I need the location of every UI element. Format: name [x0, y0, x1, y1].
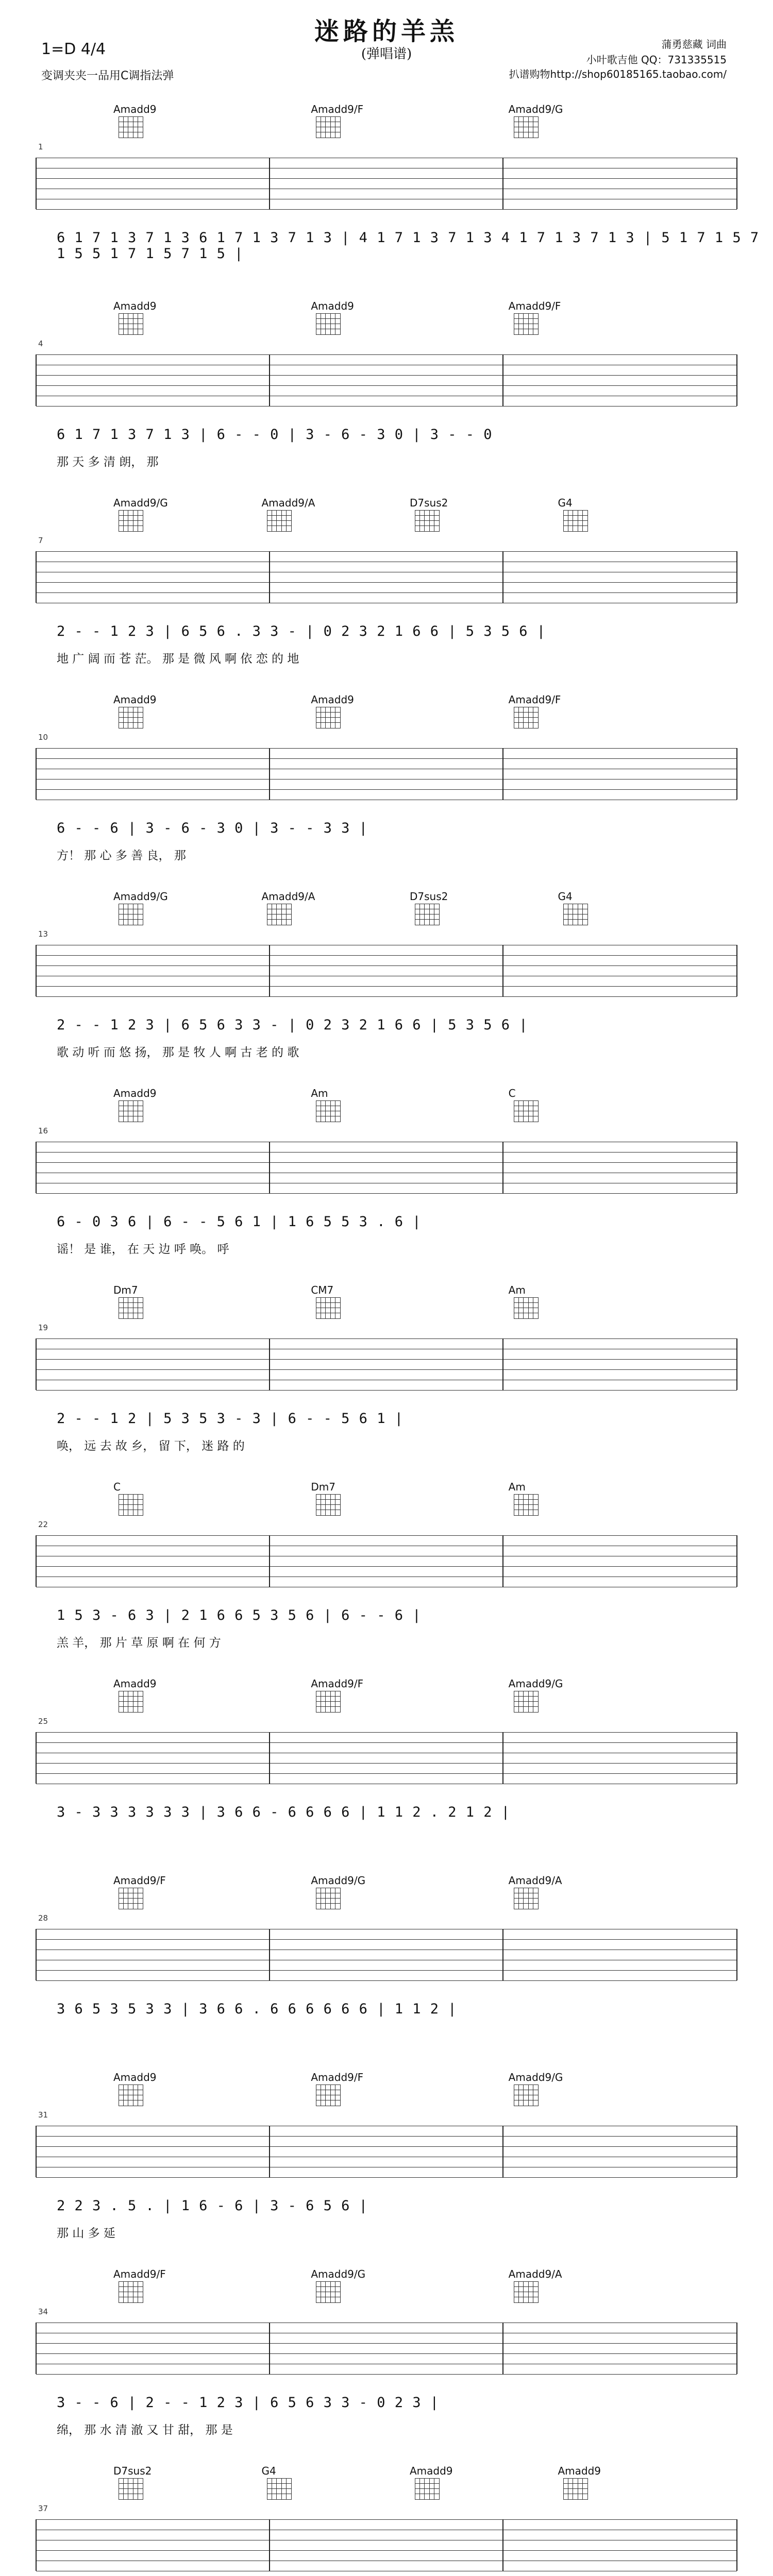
chord-diagram — [267, 510, 292, 532]
barline — [36, 2323, 37, 2374]
tab-staff — [36, 748, 737, 805]
tab-staff — [36, 354, 737, 411]
score-system — [0, 2071, 773, 2268]
chord-name: Am — [508, 1284, 526, 1296]
chord-name: Amadd9 — [113, 693, 157, 706]
barline — [502, 158, 503, 209]
song-title: 迷路的羊羔 — [314, 17, 459, 46]
string-line — [36, 2374, 737, 2375]
chord-name: Amadd9/F — [311, 103, 364, 115]
chord-diagram — [415, 510, 440, 532]
chord-diagram — [119, 2281, 143, 2303]
jianpu-notes: 6 - - 6 | 3 - 6 - 3 0 | 3 - - 3 3 | — [57, 820, 368, 836]
barline — [36, 1929, 37, 1980]
barline — [36, 1535, 37, 1587]
jianpu-notes: 3 6 5 3 5 3 3 | 3 6 6 . 6 6 6 6 6 6 | 1 1 2 | — [57, 2001, 457, 2017]
barline — [269, 1338, 270, 1390]
measure-number: 31 — [38, 2110, 48, 2120]
barline — [36, 1338, 37, 1390]
measure-number: 4 — [38, 339, 43, 348]
chord-diagram — [514, 313, 539, 335]
chord-diagram — [563, 2478, 588, 2500]
string-line — [36, 209, 737, 210]
chord-diagram — [119, 904, 143, 925]
string-line — [36, 1773, 737, 1774]
string-line — [36, 965, 737, 966]
string-line — [36, 1742, 737, 1743]
string-line — [36, 748, 737, 749]
barline — [269, 2126, 270, 2177]
credit-arranger: 小叶歌吉他 QQ：731335515 — [586, 54, 727, 66]
barline — [736, 158, 737, 209]
chord-name: Amadd9/A — [261, 497, 315, 509]
tab-staff — [36, 1142, 737, 1198]
chord-diagram — [415, 904, 440, 925]
barline — [36, 748, 37, 800]
chord-name: Amadd9 — [113, 103, 157, 115]
barline — [502, 354, 503, 406]
barline — [736, 1732, 737, 1784]
tab-staff — [36, 945, 737, 1002]
chord-name: Amadd9/A — [508, 2268, 562, 2280]
barline — [502, 1338, 503, 1390]
barline — [736, 1929, 737, 1980]
barline — [36, 2519, 37, 2571]
barline — [736, 1535, 737, 1587]
jianpu-notes: 3 - - 6 | 2 - - 1 2 3 | 6 5 6 3 3 - 0 2 3 | — [57, 2395, 439, 2411]
chord-name: Dm7 — [113, 1284, 138, 1296]
chord-diagram — [119, 707, 143, 728]
string-line — [36, 2177, 737, 2178]
jianpu-notes: 2 2 3 . 5 . | 1 6 - 6 | 3 - 6 5 6 | — [57, 2198, 368, 2214]
chord-name: Amadd9/F — [508, 300, 561, 312]
tab-staff — [36, 1535, 737, 1592]
capo-note: 变调夹夹一品用C调指法弹 — [41, 70, 174, 82]
chord-name: Amadd9/G — [311, 2268, 366, 2280]
chord-name: D7sus2 — [410, 497, 448, 509]
string-line — [36, 1980, 737, 1981]
chord-name: Amadd9/G — [508, 103, 563, 115]
jianpu-notes: 6 1 7 1 3 7 1 3 6 1 7 1 3 7 1 3 | 4 1 7 1 3 7 1 3 4 1 7 1 3 7 1 3 | 5 1 7 1 5 7 1 5 5 1 7 1 5 7 1 5 | — [57, 230, 760, 262]
chord-diagram — [514, 2084, 539, 2106]
chord-name: Amadd9/A — [508, 1874, 562, 1887]
chord-name: D7sus2 — [113, 2465, 152, 2477]
string-line — [36, 551, 737, 552]
string-line — [36, 2519, 737, 2520]
string-line — [36, 1162, 737, 1163]
tab-staff — [36, 158, 737, 214]
chord-name: Dm7 — [311, 1481, 335, 1493]
score-system — [0, 2268, 773, 2465]
barline — [736, 748, 737, 800]
chord-name: G4 — [558, 497, 573, 509]
barline — [36, 551, 37, 603]
lyrics-line: 歌 动 听 而 悠 扬， 那 是 牧 人 啊 古 老 的 歌 — [57, 1046, 299, 1059]
string-line — [36, 375, 737, 376]
string-line — [36, 592, 737, 593]
barline — [36, 1732, 37, 1784]
string-line — [36, 1369, 737, 1370]
chord-name: Amadd9/G — [311, 1874, 366, 1887]
chord-diagram — [119, 313, 143, 335]
chord-diagram — [514, 1691, 539, 1713]
barline — [36, 2126, 37, 2177]
barline — [36, 354, 37, 406]
lyrics-line: 羔 羊， 那 片 草 原 啊 在 何 方 — [57, 1636, 221, 1650]
chord-diagram — [563, 904, 588, 925]
chord-diagram — [119, 1691, 143, 1713]
score-system — [0, 497, 773, 693]
barline — [736, 354, 737, 406]
chord-diagram — [514, 2281, 539, 2303]
chord-name: Am — [508, 1481, 526, 1493]
string-line — [36, 1732, 737, 1733]
barline — [269, 1535, 270, 1587]
score-system — [0, 1481, 773, 1677]
barline — [269, 354, 270, 406]
measure-number: 16 — [38, 1126, 48, 1136]
string-line — [36, 986, 737, 987]
score-system — [0, 890, 773, 1087]
barline — [269, 158, 270, 209]
tab-staff — [36, 1732, 737, 1789]
chord-diagram — [267, 2478, 292, 2500]
chord-diagram — [119, 1494, 143, 1516]
string-line — [36, 354, 737, 355]
barline — [502, 1535, 503, 1587]
chord-name: C — [113, 1481, 121, 1493]
lyrics-line: 那 山 多 延 — [57, 2227, 115, 2240]
chord-diagram — [514, 1888, 539, 1909]
chord-name: Amadd9/F — [508, 693, 561, 706]
score-system — [0, 1087, 773, 1284]
barline — [502, 1929, 503, 1980]
tab-staff — [36, 1338, 737, 1395]
string-line — [36, 1535, 737, 1536]
string-line — [36, 2136, 737, 2137]
chord-diagram — [316, 116, 341, 138]
chord-name: Amadd9/F — [311, 1677, 364, 1690]
string-line — [36, 789, 737, 790]
chord-name: C — [508, 1087, 516, 1099]
chord-name: G4 — [261, 2465, 276, 2477]
barline — [36, 158, 37, 209]
string-line — [36, 758, 737, 759]
chord-name: CM7 — [311, 1284, 334, 1296]
barline — [736, 1338, 737, 1390]
score-system — [0, 2465, 773, 2576]
string-line — [36, 1970, 737, 1971]
measure-number: 1 — [38, 142, 43, 151]
score-system — [0, 1874, 773, 2071]
barline — [269, 551, 270, 603]
chord-diagram — [316, 1691, 341, 1713]
chord-name: Amadd9 — [410, 2465, 453, 2477]
barline — [269, 2519, 270, 2571]
barline — [736, 1142, 737, 1193]
barline — [36, 1142, 37, 1193]
barline — [269, 1142, 270, 1193]
barline — [736, 2323, 737, 2374]
chord-diagram — [563, 510, 588, 532]
string-line — [36, 1566, 737, 1567]
chord-name: Amadd9/G — [113, 890, 168, 903]
chord-diagram — [119, 1888, 143, 1909]
song-subtitle: (弹唱谱) — [361, 46, 412, 62]
chord-name: Amadd9 — [113, 300, 157, 312]
chord-diagram — [119, 2084, 143, 2106]
tab-staff — [36, 1929, 737, 1986]
barline — [502, 945, 503, 996]
string-line — [36, 1763, 737, 1764]
barline — [269, 1732, 270, 1784]
score-system — [0, 103, 773, 300]
string-line — [36, 2550, 737, 2551]
string-line — [36, 955, 737, 956]
measure-number: 28 — [38, 1913, 48, 1923]
barline — [502, 2126, 503, 2177]
chord-name: Amadd9/G — [113, 497, 168, 509]
measure-number: 13 — [38, 929, 48, 939]
tab-staff — [36, 2323, 737, 2379]
chord-name: G4 — [558, 890, 573, 903]
jianpu-notes: 3 - 3 3 3 3 3 3 | 3 6 6 - 6 6 6 6 | 1 1 2 . 2 1 2 | — [57, 1804, 511, 1820]
barline — [736, 945, 737, 996]
barline — [269, 2323, 270, 2374]
score-system — [0, 693, 773, 890]
string-line — [36, 582, 737, 583]
chord-name: Amadd9/F — [311, 2071, 364, 2083]
jianpu-notes: 6 1 7 1 3 7 1 3 | 6 - - 0 | 3 - 6 - 3 0 | 3 - - 0 — [57, 427, 493, 443]
score-header — [0, 0, 773, 98]
chord-name: Amadd9/G — [508, 2071, 563, 2083]
chord-diagram — [316, 1100, 341, 1122]
chord-diagram — [514, 707, 539, 728]
chord-name: D7sus2 — [410, 890, 448, 903]
lyrics-line: 谣！ 是 谁， 在 天 边 呼 唤。 呼 — [57, 1243, 229, 1256]
credit-shop: 扒谱购物http://shop60185165.taobao.com/ — [509, 68, 727, 80]
chord-name: Amadd9 — [311, 300, 354, 312]
string-line — [36, 1939, 737, 1940]
barline — [736, 551, 737, 603]
chord-name: Amadd9 — [113, 2071, 157, 2083]
jianpu-notes: 6 - 0 3 6 | 6 - - 5 6 1 | 1 6 5 5 3 . 6 | — [57, 1214, 422, 1230]
tab-staff — [36, 2126, 737, 2182]
chord-diagram — [415, 2478, 440, 2500]
jianpu-notes: 2 - - 1 2 | 5 3 5 3 - 3 | 6 - - 5 6 1 | — [57, 1411, 404, 1427]
barline — [502, 2323, 503, 2374]
chord-name: Amadd9 — [113, 1677, 157, 1690]
chord-diagram — [316, 2084, 341, 2106]
score-system — [0, 1284, 773, 1481]
string-line — [36, 2146, 737, 2147]
string-line — [36, 2343, 737, 2344]
chord-diagram — [316, 707, 341, 728]
credit-composer: 蒲勇慈藏 词曲 — [661, 38, 727, 50]
score-system — [0, 1677, 773, 1874]
barline — [269, 1929, 270, 1980]
tab-staff — [36, 551, 737, 608]
barline — [736, 2126, 737, 2177]
key-signature: 1=D 4/4 — [41, 40, 106, 58]
barline — [502, 2519, 503, 2571]
chord-diagram — [119, 1297, 143, 1319]
chord-name: Amadd9 — [558, 2465, 601, 2477]
chord-diagram — [514, 1494, 539, 1516]
lyrics-line: 地 广 阔 而 苍 茫。 那 是 微 风 啊 依 恋 的 地 — [57, 652, 299, 666]
string-line — [36, 2353, 737, 2354]
measure-number: 19 — [38, 1323, 48, 1332]
chord-name: Amadd9/G — [508, 1677, 563, 1690]
measure-number: 37 — [38, 2504, 48, 2513]
barline — [736, 2519, 737, 2571]
chord-diagram — [119, 510, 143, 532]
lyrics-line: 方！ 那 心 多 善 良， 那 — [57, 849, 186, 862]
lyrics-line: 唤， 远 去 故 乡， 留 下， 迷 路 的 — [57, 1439, 245, 1453]
jianpu-notes: 2 - - 1 2 3 | 6 5 6 . 3 3 - | 0 2 3 2 1 6 6 | 5 3 5 6 | — [57, 623, 546, 639]
chord-name: Amadd9/A — [261, 890, 315, 903]
chord-diagram — [119, 116, 143, 138]
chord-name: Amadd9/F — [113, 1874, 166, 1887]
chord-diagram — [514, 116, 539, 138]
jianpu-notes: 1 5 3 - 6 3 | 2 1 6 6 5 3 5 6 | 6 - - 6 | — [57, 1607, 422, 1623]
chord-name: Am — [311, 1087, 328, 1099]
barline — [502, 748, 503, 800]
lyrics-line: 绵， 那 水 清 澈 又 甘 甜， 那 是 — [57, 2424, 233, 2437]
barline — [502, 551, 503, 603]
string-line — [36, 1152, 737, 1153]
string-line — [36, 996, 737, 997]
measure-number: 34 — [38, 2307, 48, 2316]
chord-diagram — [316, 313, 341, 335]
measure-number: 10 — [38, 733, 48, 742]
chord-name: Amadd9 — [311, 693, 354, 706]
chord-diagram — [316, 2281, 341, 2303]
barline — [269, 748, 270, 800]
measure-number: 7 — [38, 536, 43, 545]
barline — [502, 1142, 503, 1193]
barline — [36, 945, 37, 996]
chord-diagram — [316, 1888, 341, 1909]
string-line — [36, 1338, 737, 1339]
barline — [502, 1732, 503, 1784]
chord-diagram — [267, 904, 292, 925]
string-line — [36, 178, 737, 179]
measure-number: 25 — [38, 1717, 48, 1726]
score-system — [0, 300, 773, 497]
string-line — [36, 1193, 737, 1194]
tab-staff — [36, 2519, 737, 2576]
chord-diagram — [119, 2478, 143, 2500]
lyrics-line: 那 天 多 清 朗， 那 — [57, 455, 159, 469]
measure-number: 22 — [38, 1520, 48, 1529]
chord-diagram — [316, 1297, 341, 1319]
chord-diagram — [119, 1100, 143, 1122]
string-line — [36, 1390, 737, 1391]
string-line — [36, 1359, 737, 1360]
chord-name: Amadd9/F — [113, 2268, 166, 2280]
jianpu-notes: 2 - - 1 2 3 | 6 5 6 3 3 - | 0 2 3 2 1 6 6 | 5 3 5 6 | — [57, 1017, 528, 1033]
string-line — [36, 385, 737, 386]
chord-name: Amadd9 — [113, 1087, 157, 1099]
chord-diagram — [316, 1494, 341, 1516]
barline — [269, 945, 270, 996]
chord-diagram — [514, 1100, 539, 1122]
chord-diagram — [514, 1297, 539, 1319]
